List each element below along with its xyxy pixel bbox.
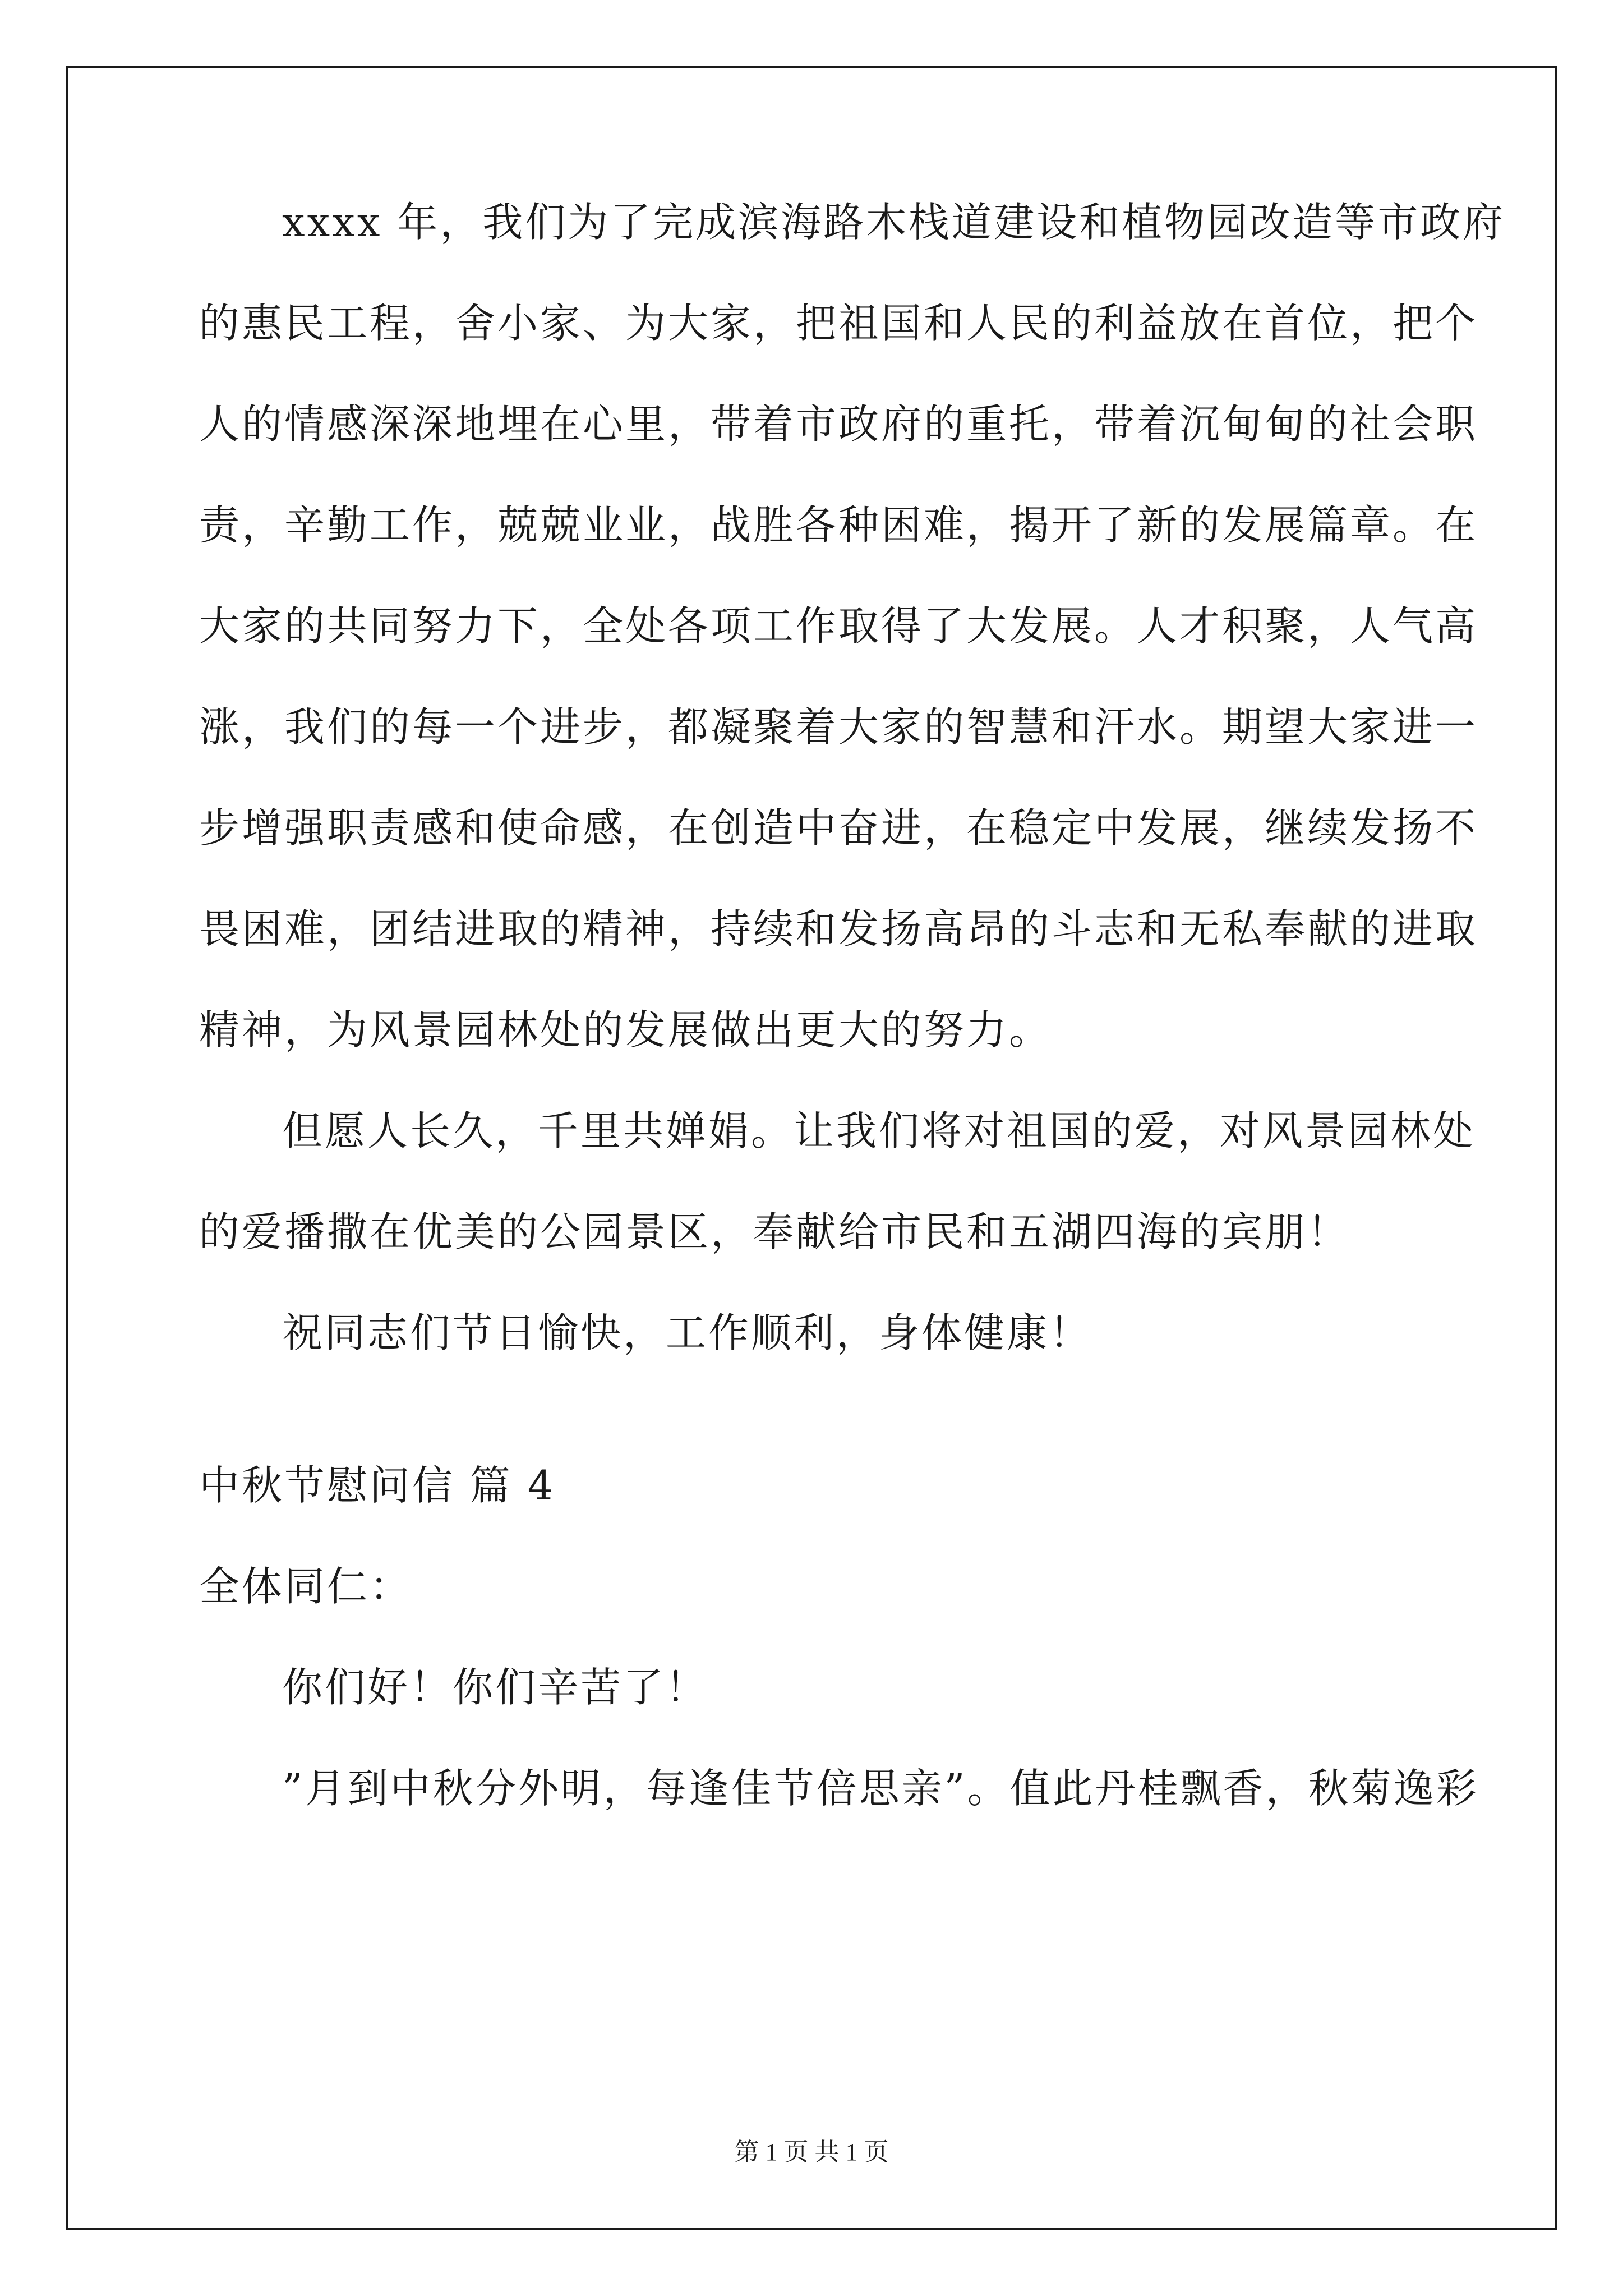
paragraph-line: 步增强职责感和使命感，在创造中奋进，在稳定中发展，继续发扬不 [199,804,1478,852]
paragraph-line: 人的情感深深地埋在心里，带着市政府的重托，带着沉甸甸的社会职 [199,401,1478,448]
greeting: 你们好！你们辛苦了！ [282,1664,709,1711]
paragraph-line: 但愿人长久，千里共婵娟。让我们将对祖国的爱，对风景园林处 [282,1107,1476,1154]
page-footer: 第 1 页 共 1 页 [734,2138,889,2166]
paragraph-line: 畏困难，团结进取的精神，持续和发扬高昂的斗志和无私奉献的进取 [199,905,1478,953]
paragraph-line: 涨，我们的每一个进步，都凝聚着大家的智慧和汗水。期望大家进一 [199,703,1478,751]
paragraph-line: xxxx 年，我们为了完成滨海路木栈道建设和植物园改造等市政府 [282,199,1506,246]
paragraph-line: 责，辛勤工作，兢兢业业，战胜各种困难，揭开了新的发展篇章。在 [199,501,1478,549]
paragraph-line: ”月到中秋分外明，每逢佳节倍思亲”。值此丹桂飘香，秋菊逸彩 [282,1765,1479,1812]
paragraph-line: 精神，为风景园林处的发展做出更大的努力。 [199,1006,1052,1053]
paragraph-line: 大家的共同努力下，全处各项工作取得了大发展。人才积聚，人气高 [199,602,1478,650]
salutation: 全体同仁： [199,1563,413,1610]
document-body [199,199,1506,1869]
paragraph-line: 的爱播撒在优美的公园景区，奉献给市民和五湖四海的宾朋！ [199,1208,1350,1255]
section-title: 中秋节慰问信 篇 4 [199,1462,556,1509]
closing-wish: 祝同志们节日愉快，工作顺利，身体健康！ [282,1309,1092,1356]
paragraph-line: 的惠民工程，舍小家、为大家，把祖国和人民的利益放在首位，把个 [199,300,1478,347]
